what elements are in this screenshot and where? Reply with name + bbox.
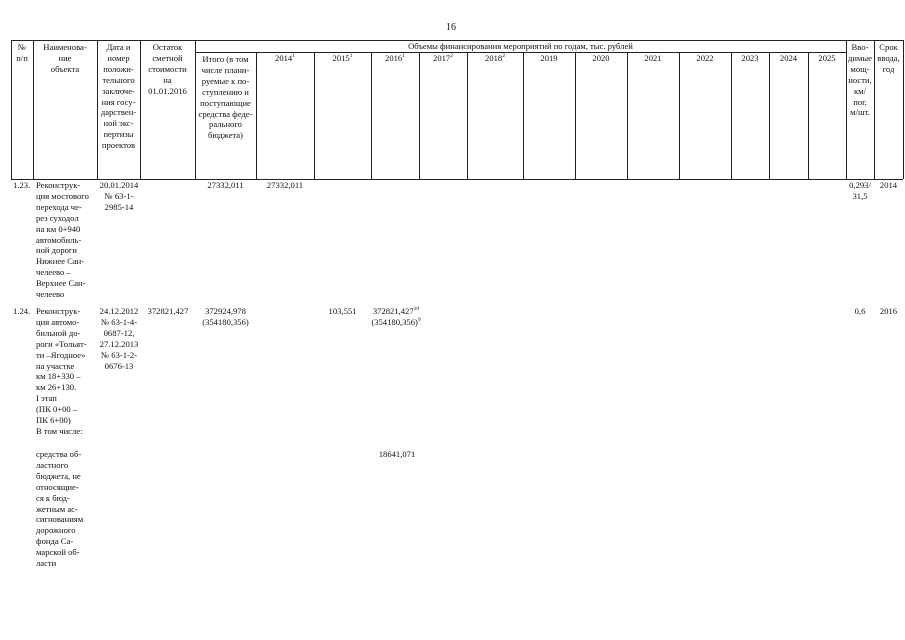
row-object-name: средства об- ластного бюджета, не относящие- ся к бюд- жетным ас- сигнованиям дорожного фонда Са- марской об- ласти: [36, 449, 84, 569]
row-remainder: 372821,427: [147, 306, 189, 316]
year-label: 2016: [385, 53, 403, 63]
row-2016-federal: [366, 317, 426, 328]
row-object-name: Реконструк- ция мостового перехода че- рез суходол на км 0+940 автомобиль- ной дороги Нижнее Сан- челеево – Верхнее Сан- челеево: [36, 180, 89, 300]
header-num: № п/п: [16, 42, 28, 63]
row-2016-value: [366, 306, 426, 317]
header-year: [467, 53, 523, 64]
year-footnote: 1: [402, 53, 405, 60]
year-label: 2023: [741, 53, 759, 63]
header-year: [314, 53, 371, 64]
row-2015: 103,551: [328, 306, 357, 316]
header-year: [256, 53, 314, 64]
year-label: 2022: [696, 53, 714, 63]
header-year: [769, 53, 808, 64]
header-year: [679, 53, 731, 64]
row-2016-federal-amount: (354180,356): [371, 316, 418, 327]
header-year: [523, 53, 575, 64]
year-footnote: 2: [502, 53, 505, 60]
header-remainder: Остаток сметной стоимости на 01.01.2016: [148, 42, 187, 96]
header-deadline: Срок ввода, год: [877, 42, 900, 74]
header-year: [627, 53, 679, 64]
row-total: [195, 306, 256, 328]
year-label: 2015: [332, 53, 350, 63]
row-deadline: 2016: [879, 306, 898, 316]
row-expertise-date: 20.01.2014 № 63-1- 2985-14: [99, 180, 139, 212]
header-year: [808, 53, 846, 64]
year-label: 2014: [275, 53, 293, 63]
row-object-name: Реконструк- ция автомо- бильной до- роги «Тольят- ти –Ягодное» на участке км 18+330 – км 26+130. I этап (ПК 0+00 – ПК 6+00) В том числе:: [36, 306, 87, 436]
year-label: 2025: [818, 53, 836, 63]
row-expertise-date: 24.12.2012 № 63-1-4- 0687-12, 27.12.2013 № 63-1-2- 0676-13: [99, 306, 139, 371]
row-total-federal: (354180,356): [202, 316, 249, 327]
header-date: Дата и номер положи- тельного заключе- ния госу- дарствен- ной экс- пертизы проектов: [100, 42, 137, 151]
row-deadline: 2014: [879, 180, 898, 190]
row-capacity: 0,6: [854, 306, 866, 316]
row-2014: 27332,011: [266, 180, 304, 190]
year-footnote: 2: [450, 53, 453, 60]
header-funding-group: Объемы финансирования мероприятий по годам, тыс. рублей: [408, 41, 633, 51]
row-2016: 18641,071: [378, 449, 416, 459]
year-label: 2018: [485, 53, 503, 63]
year-label: 2019: [540, 53, 558, 63]
header-total: Итого (в том числе плани- руемые к по- ступлению и поступающие средства феде- рального бюджета): [198, 54, 253, 141]
year-label: 2017: [433, 53, 451, 63]
year-label: 2024: [779, 53, 798, 63]
row-2016-federal-footnote: 9: [417, 317, 421, 324]
year-label: 2020: [592, 53, 610, 63]
row-total: 27332,011: [207, 180, 244, 190]
row-number: 1.23.: [13, 180, 31, 190]
header-year: [731, 53, 769, 64]
year-footnote: 1: [292, 53, 295, 60]
header-name: Наименова- ние объекта: [43, 42, 87, 74]
year-footnote: 1: [349, 53, 353, 60]
row-total-value: 372924,978: [205, 306, 246, 316]
row-number: 1.24.: [13, 306, 31, 316]
row-capacity: 0,293/ 31,5: [849, 180, 871, 201]
row-2016-amount: 372821,427: [372, 306, 414, 316]
row-2016-footnote: 10: [413, 306, 420, 313]
header-year: [371, 53, 419, 64]
row-2016: [366, 306, 426, 328]
page-number: 16: [446, 22, 456, 33]
header-capacity: Вво- димые мощ- ности, км/ пог. м/шт.: [848, 42, 872, 118]
header-year: [419, 53, 467, 64]
header-year: [575, 53, 627, 64]
year-label: 2021: [644, 53, 662, 63]
